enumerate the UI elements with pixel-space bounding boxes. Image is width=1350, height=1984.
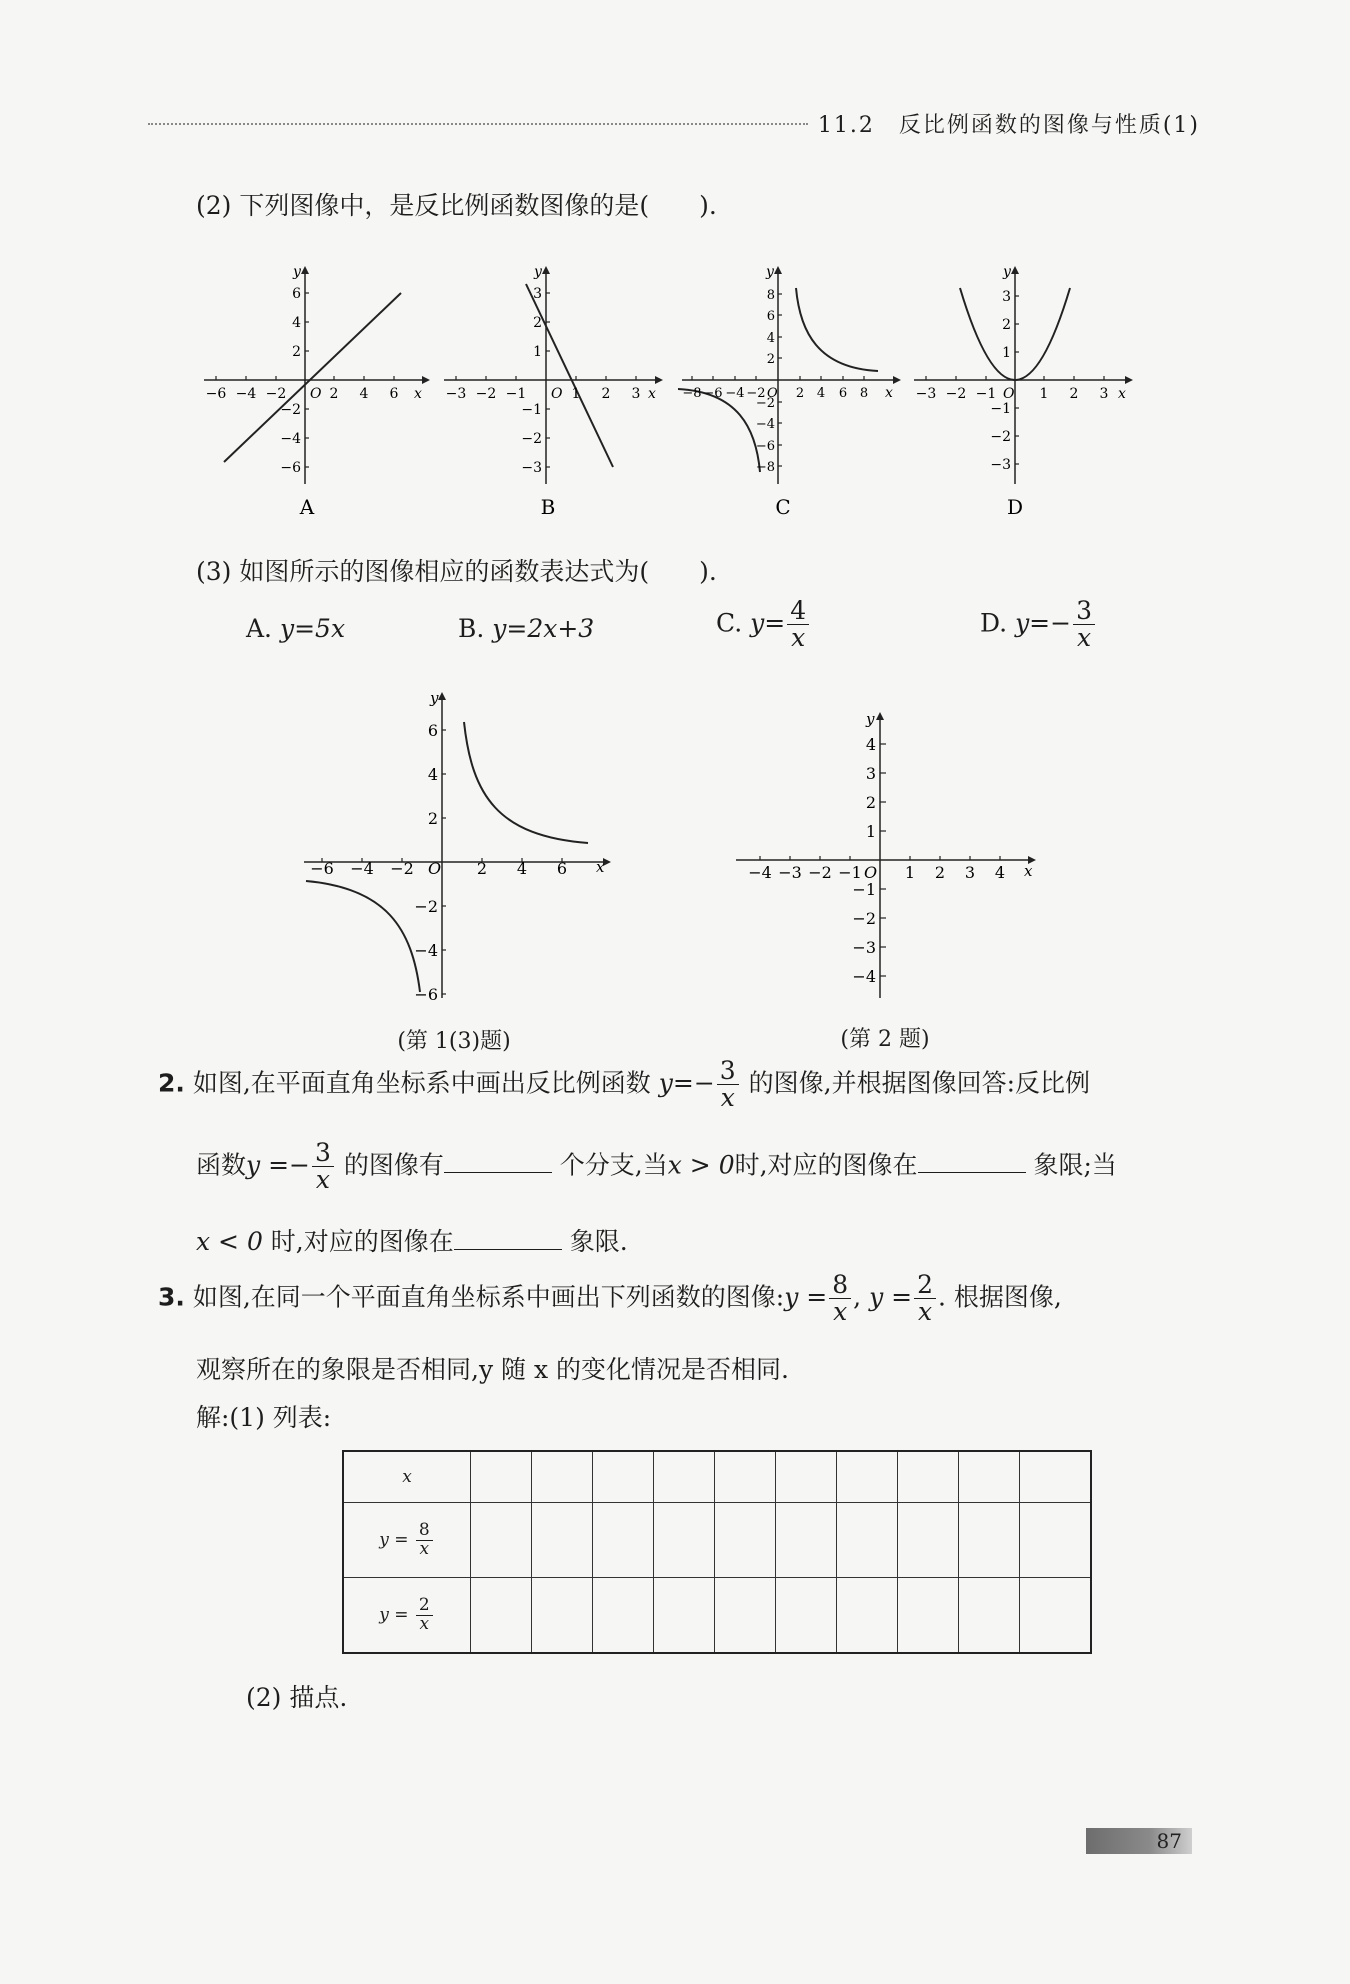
tick-label: 6 [292, 286, 301, 302]
q2-text-b: 的图像,并根据图像回答:反比例 [740, 1068, 1091, 1098]
table-cell[interactable] [593, 1451, 654, 1503]
tick-label: −4 [852, 967, 876, 986]
numerator: 2 [914, 1272, 936, 1299]
tick-label: 2 [427, 809, 438, 828]
graph-q1-3 [298, 686, 618, 1006]
page-number: 87 [1156, 1829, 1182, 1853]
tick-label: −4 [748, 863, 772, 882]
q2-line2-a: 函数 [196, 1150, 247, 1180]
tick-label: 4 [865, 735, 876, 754]
tick-label: 1 [1002, 345, 1011, 361]
tick-label: 6 [556, 859, 568, 878]
denominator: x [833, 1297, 848, 1327]
q1-3-branch-2 [306, 881, 420, 992]
answer-blank-quadrant-positive[interactable] [918, 1150, 1026, 1173]
header-title [818, 108, 1200, 139]
option-d-fraction [1073, 598, 1095, 652]
q2-lhs: y=− [658, 1068, 715, 1098]
tick-label: 4 [816, 386, 826, 401]
caption-q1-3: (第 1(3)题) [397, 1029, 511, 1054]
denominator: x [720, 1083, 735, 1113]
tick-label: 8 [859, 386, 869, 401]
x-axis-name: x [596, 858, 605, 876]
page-header [148, 108, 1200, 138]
question-3-line-2: 观察所在的象限是否相同,y 随 x 的变化情况是否相同. [196, 1355, 789, 1384]
tick-label: −6 [414, 985, 438, 1004]
question-2-line-1 [158, 1058, 1090, 1112]
question-2-line-3 [196, 1222, 628, 1258]
table-cell[interactable] [715, 1503, 776, 1578]
tick-label: 6 [389, 386, 399, 402]
graph-b [440, 262, 665, 527]
numerator: 3 [312, 1140, 334, 1167]
graph-c-label: C [775, 495, 791, 519]
question-3-line-1 [158, 1272, 1062, 1326]
table-cell[interactable] [837, 1451, 898, 1503]
tick-label: 8 [766, 288, 775, 303]
q2-line2-d: 时,对应的图像在 [734, 1150, 918, 1180]
tick-label: −3 [521, 460, 542, 476]
table-cell[interactable] [471, 1578, 532, 1654]
table-cell[interactable] [532, 1578, 593, 1654]
table-cell[interactable] [776, 1503, 837, 1578]
tick-label: −6 [310, 859, 334, 878]
tick-label: −4 [235, 386, 257, 402]
option-b-label: B. [458, 614, 485, 643]
q3-f2-lhs: y = [869, 1282, 913, 1312]
tick-label: −6 [205, 386, 227, 402]
tick-label: −2 [280, 402, 301, 418]
denominator: x [419, 1613, 430, 1634]
q3-f1-fraction [829, 1272, 851, 1326]
tick-label: −2 [746, 386, 766, 401]
tick-label: 4 [359, 386, 369, 402]
x-axis-name: x [1024, 862, 1033, 880]
table-cell[interactable] [532, 1503, 593, 1578]
question-1-3-text: (3) 如图所示的图像相应的函数表达式为( ). [196, 557, 717, 586]
tick-label: 4 [292, 315, 301, 331]
table-cell[interactable] [959, 1578, 1020, 1654]
q2-fraction [717, 1058, 739, 1112]
table-row-label-y1 [343, 1503, 471, 1578]
q2-line2-c: 个分支,当 [551, 1150, 668, 1180]
tick-label: −4 [755, 417, 775, 432]
tick-label: 3 [964, 863, 976, 882]
x-axis-name: x [885, 385, 893, 401]
tick-label: −8 [755, 460, 775, 475]
tick-label: −2 [990, 429, 1011, 445]
tick-label: 1 [533, 344, 542, 360]
q2-line2-fraction [312, 1140, 334, 1194]
graph-a-label: A [299, 495, 315, 519]
tick-label: 2 [1069, 386, 1079, 402]
question-2-number: 2. [158, 1068, 185, 1098]
caption-q2: (第 2 题) [840, 1027, 930, 1052]
tick-label: 6 [427, 721, 438, 740]
q3-text-a: 如图,在同一个平面直角坐标系中画出下列函数的图像: [192, 1282, 785, 1312]
header-chapter-title: 反比例函数的图像与性质(1) [898, 113, 1200, 138]
page-number-tab [1086, 1828, 1192, 1854]
tick-label: 4 [516, 859, 528, 878]
tick-label: −4 [725, 386, 745, 401]
graph-c-branch-2 [678, 389, 760, 472]
tick-label: 2 [329, 386, 339, 402]
q3-text-b: . 根据图像, [938, 1282, 1062, 1312]
tick-label: 2 [934, 863, 946, 882]
tick-label: −2 [265, 386, 287, 402]
tick-label: −6 [703, 386, 723, 401]
tick-label: −6 [280, 460, 301, 476]
tick-label: 2 [795, 386, 805, 401]
numerator: 2 [416, 1597, 433, 1616]
table-cell[interactable] [1020, 1451, 1091, 1503]
tick-label: −3 [852, 938, 876, 957]
tick-label: −2 [475, 386, 497, 402]
tick-label: −2 [945, 386, 967, 402]
tick-label: −1 [505, 386, 527, 402]
tick-label: 3 [533, 286, 542, 302]
tick-label: 2 [476, 859, 488, 878]
table-cell[interactable] [898, 1578, 959, 1654]
graph-q2-empty-axes [730, 706, 1040, 1006]
tick-label: −3 [915, 386, 937, 402]
y-axis-name: y [866, 710, 875, 728]
option-d-lhs: y=− [1015, 608, 1072, 638]
tick-label: −1 [521, 402, 542, 418]
numerator: 8 [829, 1272, 851, 1299]
tick-label: 2 [1002, 317, 1011, 333]
table-cell[interactable] [593, 1578, 654, 1654]
q3-f1-lhs: y = [784, 1282, 828, 1312]
table-row-label-x: x [343, 1451, 471, 1503]
table-cell[interactable] [776, 1578, 837, 1654]
option-d-label: D. [980, 608, 1008, 638]
tick-label: 1 [571, 386, 581, 402]
tick-label: 4 [766, 331, 775, 346]
table-cell[interactable] [898, 1503, 959, 1578]
solution-step-2: (2) 描点. [246, 1683, 348, 1712]
table-cell[interactable] [532, 1451, 593, 1503]
tick-label: −2 [521, 431, 542, 447]
tick-label: −2 [414, 897, 438, 916]
graph-a-line [224, 293, 401, 462]
question-1-2-text: (2) 下列图像中，是反比例函数图像的是( ). [196, 191, 717, 220]
row-lhs: y = [379, 1604, 409, 1625]
origin-label: O [310, 386, 322, 402]
origin-label: O [767, 386, 778, 401]
option-c-lhs: y= [750, 608, 786, 638]
tick-label: −1 [990, 401, 1011, 417]
graph-a [200, 262, 430, 527]
option-a-expr: y=5x [279, 614, 346, 643]
question-2-line-2 [196, 1140, 1117, 1194]
graph-b-label: B [540, 495, 556, 519]
tick-label: 1 [865, 822, 876, 841]
table-cell[interactable] [471, 1451, 532, 1503]
origin-label: O [428, 859, 442, 878]
tick-label: 6 [838, 386, 848, 401]
tick-label: −6 [755, 439, 775, 454]
denominator: x [1076, 623, 1092, 653]
q2-line2-b: 的图像有 [335, 1150, 444, 1180]
tick-label: 2 [601, 386, 611, 402]
x-axis-name: x [648, 386, 656, 402]
tick-label: −1 [975, 386, 997, 402]
q1-3-branch-1 [464, 722, 588, 843]
denominator: x [315, 1165, 330, 1195]
table-row-label-y2 [343, 1578, 471, 1654]
tick-label: 4 [994, 863, 1006, 882]
table-cell[interactable] [837, 1578, 898, 1654]
tick-label: −3 [990, 457, 1011, 473]
option-a-label: A. [246, 614, 273, 643]
q2-line3-a: 时,对应的图像在 [262, 1227, 454, 1256]
graph-c-branch-1 [796, 288, 878, 371]
table-cell[interactable] [1020, 1578, 1091, 1654]
tick-label: −2 [390, 859, 414, 878]
q2-line3-cond: x < 0 [196, 1227, 263, 1256]
tick-label: 1 [1039, 386, 1049, 402]
x-axis-name: x [414, 386, 422, 402]
origin-label: O [864, 863, 878, 882]
question-3-number: 3. [158, 1282, 185, 1312]
table-cell[interactable] [715, 1578, 776, 1654]
row-fraction [416, 1519, 433, 1559]
option-b-expr: y=2x+3 [492, 614, 595, 643]
y-axis-name: y [293, 264, 301, 280]
origin-label: O [1003, 386, 1015, 402]
tick-label: 2 [533, 315, 542, 331]
tick-label: −2 [852, 909, 876, 928]
table-cell[interactable] [471, 1503, 532, 1578]
q2-line2-lhs: y =− [246, 1150, 310, 1180]
graph-d [910, 262, 1135, 527]
q2-line2-cond: x > 0 [667, 1150, 735, 1180]
table-cell[interactable] [898, 1451, 959, 1503]
answer-blank-branches[interactable] [444, 1150, 552, 1173]
q3-f2-fraction [914, 1272, 936, 1326]
header-section: 11.2 [817, 113, 875, 138]
option-d [980, 598, 1097, 652]
graph-d-label: D [1006, 495, 1024, 519]
tick-label: 3 [865, 764, 876, 783]
tick-label: 4 [427, 765, 438, 784]
row-lhs: y = [379, 1529, 409, 1550]
tick-label: −3 [778, 863, 802, 882]
table-cell[interactable] [959, 1451, 1020, 1503]
tick-label: −8 [682, 386, 702, 401]
tick-label: 3 [631, 386, 641, 402]
tick-label: 2 [766, 352, 775, 367]
y-axis-name: y [766, 264, 774, 280]
table-cell[interactable] [715, 1451, 776, 1503]
option-b [458, 614, 594, 643]
tick-label: −4 [280, 431, 301, 447]
value-table [342, 1450, 1092, 1654]
tick-label: −4 [350, 859, 374, 878]
tick-label: 2 [292, 344, 301, 360]
y-axis-name: y [534, 264, 542, 280]
tick-label: 2 [865, 793, 876, 812]
denominator: x [918, 1297, 933, 1327]
table-cell[interactable] [654, 1578, 715, 1654]
tick-label: 1 [904, 863, 916, 882]
table-cell[interactable] [1020, 1503, 1091, 1578]
tick-label: 3 [1099, 386, 1109, 402]
x-axis-name: x [1118, 386, 1126, 402]
q2-line3-b: 象限. [561, 1227, 628, 1256]
table-cell[interactable] [654, 1503, 715, 1578]
table-cell[interactable] [654, 1451, 715, 1503]
option-c-fraction [787, 598, 809, 652]
solution-step-1: 解:(1) 列表: [196, 1403, 332, 1432]
q2-text-a: 如图,在平面直角坐标系中画出反比例函数 [192, 1068, 659, 1098]
y-axis-name: y [430, 689, 439, 707]
table-cell[interactable] [593, 1503, 654, 1578]
table-cell[interactable] [837, 1503, 898, 1578]
row-fraction [416, 1594, 433, 1634]
origin-label: O [551, 386, 563, 402]
answer-blank-quadrant-negative[interactable] [454, 1227, 562, 1250]
header-dotted-rule [148, 123, 808, 125]
tick-label: 6 [766, 309, 775, 324]
tick-label: −1 [852, 880, 876, 899]
option-c [716, 598, 811, 652]
option-a [246, 614, 345, 643]
tick-label: −1 [838, 863, 862, 882]
tick-label: 3 [1002, 289, 1011, 305]
graph-c [678, 262, 903, 527]
q3-sep: , [853, 1282, 862, 1312]
tick-label: −2 [755, 396, 775, 411]
numerator: 4 [787, 598, 809, 625]
numerator: 3 [717, 1058, 739, 1085]
option-c-label: C. [716, 608, 743, 638]
q2-line2-e: 象限;当 [1025, 1150, 1117, 1180]
table-cell[interactable] [959, 1503, 1020, 1578]
denominator: x [791, 623, 806, 653]
numerator: 8 [416, 1522, 433, 1541]
denominator: x [419, 1538, 430, 1559]
tick-label: −3 [445, 386, 467, 402]
tick-label: −2 [808, 863, 832, 882]
numerator: 3 [1073, 598, 1095, 625]
tick-label: −4 [414, 941, 438, 960]
y-axis-name: y [1003, 264, 1011, 280]
table-cell[interactable] [776, 1451, 837, 1503]
